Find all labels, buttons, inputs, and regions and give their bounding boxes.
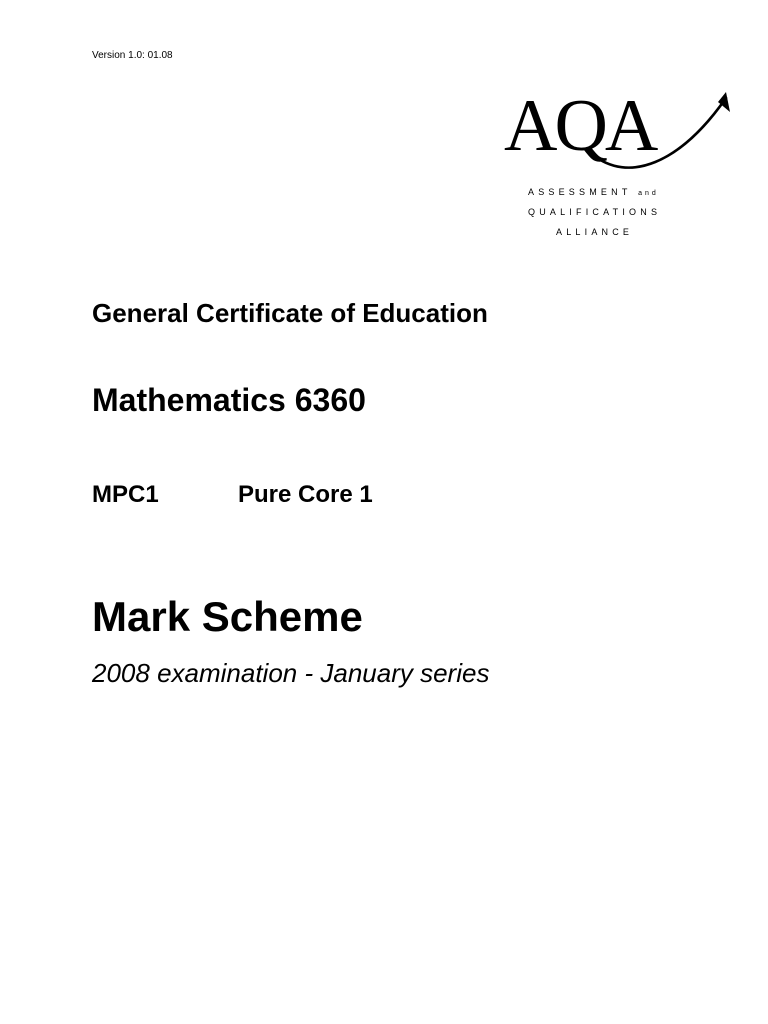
aqa-tagline-assessment: ASSESSMENT (528, 187, 632, 197)
exam-series: 2008 examination - January series (92, 658, 490, 688)
document-title: Mark Scheme (92, 593, 363, 640)
subject-heading: Mathematics 6360 (92, 382, 366, 418)
aqa-tagline-line2: QUALIFICATIONS (528, 207, 662, 217)
qualification-heading: General Certificate of Education (92, 298, 488, 328)
unit-title: Pure Core 1 (238, 481, 373, 508)
aqa-tagline-line1 (528, 187, 659, 199)
aqa-logo-wordmark: AQA (504, 85, 656, 167)
aqa-tagline-line3: ALLIANCE (556, 227, 634, 237)
aqa-logo (500, 85, 740, 248)
unit-code: MPC1 (92, 481, 159, 508)
version-label: Version 1.0: 01.08 (92, 50, 173, 61)
aqa-tagline-and: and (638, 190, 659, 197)
swoosh-arrow-icon (500, 85, 740, 188)
